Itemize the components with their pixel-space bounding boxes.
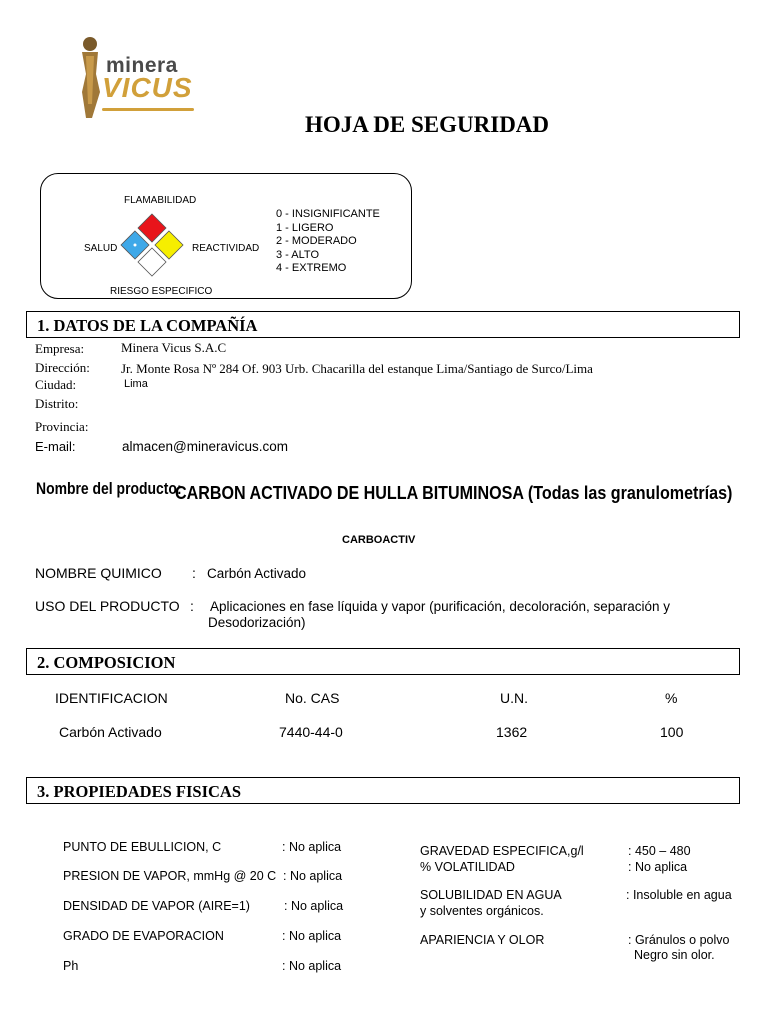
product-brand: CARBOACTIV	[342, 534, 416, 546]
section-title: 3. PROPIEDADES FISICAS	[37, 782, 241, 801]
hazard-label-riesgo-especifico: RIESGO ESPECIFICO	[110, 286, 213, 297]
logo-text-minera: minera	[106, 54, 178, 77]
company-logo	[72, 34, 202, 124]
legend-item: 0 - INSIGNIFICANTE	[276, 208, 380, 220]
property-value: : No aplica	[283, 869, 343, 883]
hazard-label-reactividad: REACTIVIDAD	[192, 243, 260, 254]
section-header-physical-properties	[26, 777, 740, 804]
section-header-company	[26, 311, 740, 338]
table-cell: 7440-44-0	[279, 724, 343, 740]
solubilidad-value: : Insoluble en agua	[626, 888, 732, 902]
volatilidad-value: : No aplica	[628, 860, 688, 874]
uso-value-line1: Aplicaciones en fase líquida y vapor (purificación, decoloración, separación y	[210, 599, 671, 614]
property-value: : No aplica	[284, 899, 344, 913]
empresa-label: Empresa:	[35, 341, 85, 356]
solubilidad-label: SOLUBILIDAD EN AGUA	[420, 888, 562, 902]
uso-label: USO DEL PRODUCTO	[35, 598, 180, 614]
distrito-label: Distrito:	[35, 396, 79, 411]
apariencia-value: : Gránulos o polvo	[628, 933, 730, 947]
document-title: HOJA DE SEGURIDAD	[304, 112, 550, 137]
table-cell: 100	[660, 724, 684, 740]
table-cell: Carbón Activado	[59, 724, 162, 740]
solubilidad-label-2: y solventes orgánicos.	[420, 904, 544, 918]
legend-item: 2 - MODERADO	[276, 235, 357, 247]
logo-text-vicus: VICUS	[102, 72, 193, 103]
direccion-value: Jr. Monte Rosa Nº 284 Of. 903 Urb. Chacarilla del estanque Lima/Santiago de Surco/Lima	[121, 361, 593, 376]
column-header: U.N.	[500, 690, 528, 706]
section-title: 2. COMPOSICION	[37, 653, 176, 672]
colon: :	[192, 565, 196, 581]
property-label: Ph	[63, 959, 79, 973]
apariencia-label: APARIENCIA Y OLOR	[420, 933, 545, 947]
apariencia-value-2: Negro sin olor.	[634, 948, 715, 962]
legend-item: 4 - EXTREMO	[276, 262, 347, 274]
section-header-composition	[26, 648, 740, 675]
legend-item: 1 - LIGERO	[276, 221, 334, 234]
column-header: IDENTIFICACION	[55, 690, 168, 706]
ciudad-label: Ciudad:	[35, 377, 77, 392]
column-header: %	[665, 690, 678, 706]
section-title: 1. DATOS DE LA COMPAÑÍA	[37, 316, 258, 335]
property-label: GRADO DE EVAPORACION	[63, 929, 224, 943]
product-name-label: Nombre del producto:	[36, 479, 182, 498]
property-label: PUNTO DE EBULLICION, C	[63, 840, 222, 854]
table-cell: 1362	[496, 724, 528, 740]
direccion-label: Dirección:	[35, 360, 90, 375]
provincia-label: Provincia:	[35, 419, 89, 434]
gravedad-value: : 450 – 480	[628, 844, 691, 858]
gravedad-label: GRAVEDAD ESPECIFICA,g/l	[420, 844, 584, 858]
nfpa-diamond-icon	[118, 213, 186, 277]
property-value: : No aplica	[282, 929, 342, 943]
volatilidad-label: % VOLATILIDAD	[420, 860, 515, 874]
product-name: CARBON ACTIVADO DE HULLA BITUMINOSA (Todas las granulometrías)	[175, 482, 733, 503]
legend-item: 3 - ALTO	[276, 248, 320, 261]
email-label: E-mail:	[35, 439, 76, 454]
property-label: PRESION DE VAPOR, mmHg @ 20 C	[63, 869, 277, 883]
hazard-legend	[276, 208, 380, 276]
property-label: DENSIDAD DE VAPOR (AIRE=1)	[63, 899, 250, 913]
ciudad-value: Lima	[124, 378, 148, 390]
email-value[interactable]: almacen@mineravicus.com	[122, 439, 289, 454]
uso-value-line2: Desodorización)	[208, 615, 306, 630]
hazard-label-flamabilidad: FLAMABILIDAD	[124, 195, 197, 206]
nombre-quimico-value: Carbón Activado	[207, 566, 307, 581]
column-header: No. CAS	[285, 690, 340, 706]
hazard-label-salud: SALUD	[84, 243, 118, 254]
logo-underline	[102, 108, 194, 111]
property-value: : No aplica	[282, 959, 342, 973]
property-value: : No aplica	[282, 840, 342, 854]
empresa-value: Minera Vicus S.A.C	[121, 340, 227, 355]
colon: :	[190, 598, 194, 614]
nombre-quimico-label: NOMBRE QUIMICO	[35, 565, 162, 581]
